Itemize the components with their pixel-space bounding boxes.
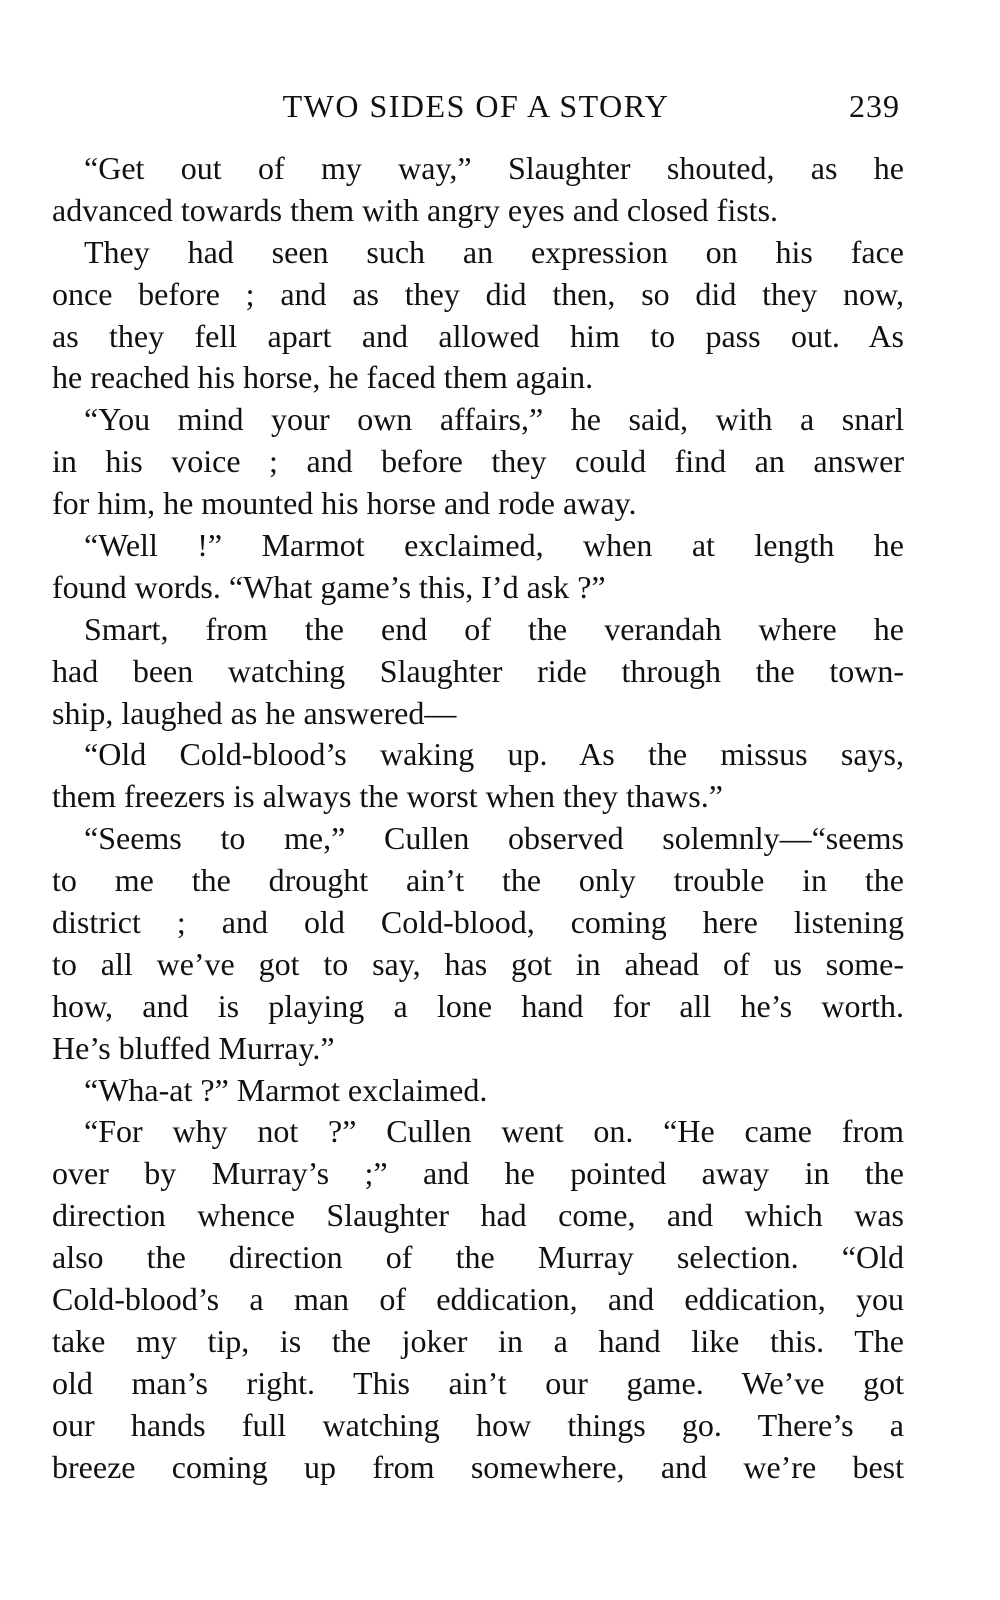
text-line: “Old Cold-blood’s waking up. As the missus says, (84, 736, 904, 773)
text-line: “Seems to me,” Cullen observed solemnly—“seems (84, 820, 904, 857)
text-line: “Wha-at ?” Marmot exclaimed. (84, 1071, 488, 1108)
text-line: advanced towards them with angry eyes and closed fists. (52, 191, 779, 228)
body-text (52, 148, 904, 1489)
text-line: “Get out of my way,” Slaughter shouted, as he (84, 150, 904, 186)
text-line: to me the drought ain’t the only trouble in the (52, 862, 904, 899)
text-line: over by Murray’s ;” and he pointed away in the (52, 1155, 904, 1192)
text-line: had been watching Slaughter ride through the town- (52, 652, 904, 689)
text-line: our hands full watching how things go. There’s a (52, 1406, 904, 1443)
text-line: once before ; and as they did then, so did they now, (52, 275, 904, 312)
running-head (52, 84, 900, 132)
text-line: take my tip, is the joker in a hand like this. The (52, 1322, 904, 1359)
text-line: district ; and old Cold-blood, coming here listening (52, 904, 904, 941)
text-line: in his voice ; and before they could find an answer (52, 443, 904, 480)
text-line: to all we’ve got to say, has got in ahead of us some- (52, 945, 904, 982)
text-line: how, and is playing a lone hand for all he’s worth. (52, 987, 904, 1024)
text-line: breeze coming up from somewhere, and we’re best (52, 1448, 904, 1485)
text-line: “Well !” Marmot exclaimed, when at length he (84, 527, 904, 564)
text-line: Cold-blood’s a man of eddication, and eddication, you (52, 1281, 904, 1318)
text-line: for him, he mounted his horse and rode away. (52, 485, 637, 522)
text-line: They had seen such an expression on his face (84, 233, 904, 270)
running-title: TWO SIDES OF A STORY (282, 88, 670, 124)
text-line: them freezers is always the worst when they thaws.” (52, 778, 723, 815)
text-line: he reached his horse, he faced them again. (52, 359, 594, 396)
text-line: found words. “What game’s this, I’d ask ?” (52, 568, 606, 605)
text-line: “You mind your own affairs,” he said, with a snarl (84, 401, 904, 438)
text-line: He’s bluffed Murray.” (52, 1029, 335, 1066)
page-number: 239 (849, 88, 900, 124)
text-line: direction whence Slaughter had come, and which was (52, 1197, 904, 1234)
text-line: also the direction of the Murray selection. “Old (52, 1239, 904, 1276)
text-line: Smart, from the end of the verandah where he (84, 610, 904, 647)
text-line: as they fell apart and allowed him to pass out. As (52, 317, 904, 354)
text-line: ship, laughed as he answered— (52, 694, 457, 731)
text-line: “For why not ?” Cullen went on. “He came from (84, 1113, 904, 1150)
text-line: old man’s right. This ain’t our game. We’ve got (52, 1364, 904, 1401)
